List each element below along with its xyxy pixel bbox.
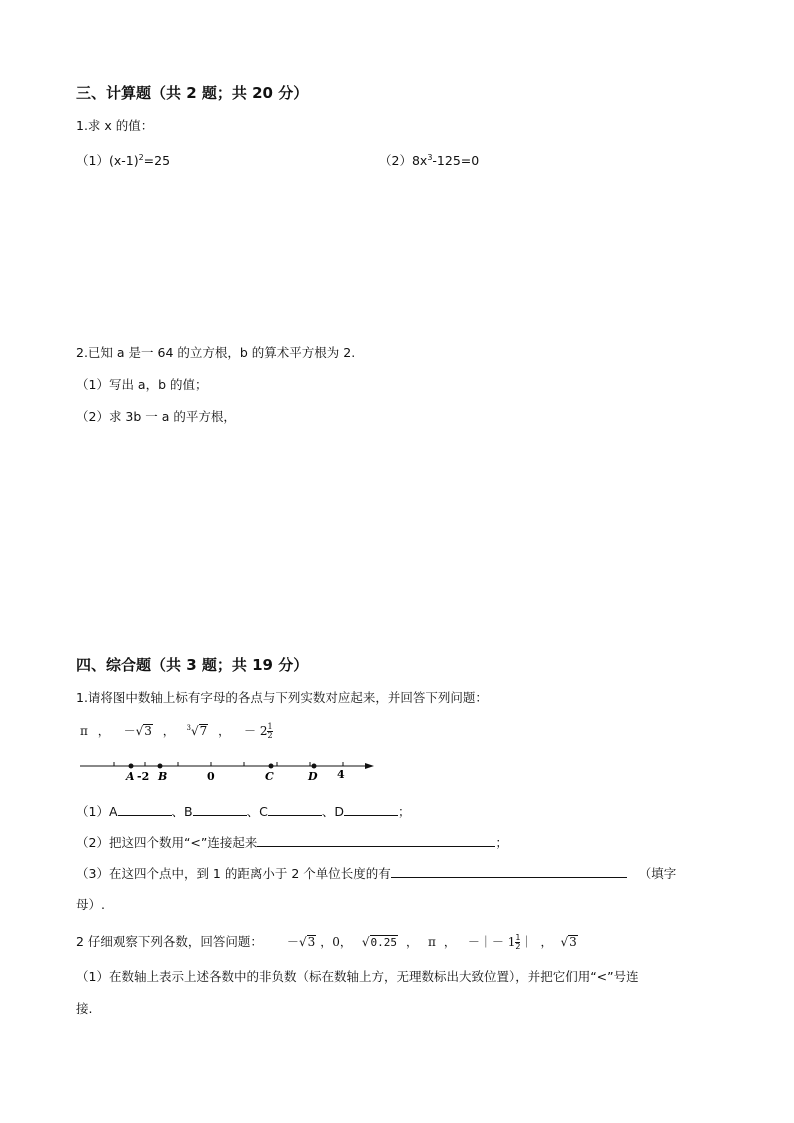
s4-q1-part3-line2: 母）. <box>76 897 105 912</box>
s4-q1-number-list <box>80 722 273 740</box>
radicand: 3 <box>307 935 316 949</box>
answer-blank-a[interactable] <box>118 803 172 816</box>
zero-value: 0 <box>332 935 340 949</box>
denominator: 2 <box>515 942 521 951</box>
expr-base: 8x <box>411 153 428 168</box>
label-d: D <box>308 770 318 783</box>
s3-q2-part2: （2）求 3b 一 a 的平方根， <box>76 409 236 424</box>
radicand: 3 <box>569 935 577 949</box>
answer-blank-c[interactable] <box>268 803 322 816</box>
comma: ， <box>339 935 352 949</box>
s4-q2-stem: 2 仔细观察下列各数，回答问题： <box>76 934 263 949</box>
expr-rest: =25 <box>143 153 171 168</box>
pi-symbol: π <box>80 724 88 738</box>
answer-blank-b[interactable] <box>193 803 247 816</box>
point-c <box>269 764 274 769</box>
comma: ， <box>540 935 553 949</box>
axis-arrow-icon <box>365 763 374 769</box>
sqrt-3 <box>299 935 316 949</box>
part2-end: ； <box>495 835 508 850</box>
numerator: 1 <box>267 722 273 731</box>
s4-q1-part2 <box>76 833 508 851</box>
sep-c: 、C <box>246 804 268 819</box>
label-b: B <box>158 770 168 783</box>
s4-q2-stem-line <box>76 932 578 951</box>
label-a: A <box>126 770 135 783</box>
radicand: 7 <box>199 724 208 738</box>
part1-end: ； <box>397 804 411 819</box>
comma: ， <box>443 935 456 949</box>
section4-title: 四、综合题（共 3 题；共 19 分） <box>76 656 309 674</box>
exponent: 3 <box>427 152 433 162</box>
answer-blank-d[interactable] <box>344 803 398 816</box>
comma: ， <box>162 724 175 738</box>
exponent: 2 <box>138 152 144 162</box>
s3-q1-part2 <box>379 151 479 169</box>
minus-sign: － <box>286 935 299 949</box>
minus-sign: － <box>123 724 136 738</box>
part-label: （2） <box>379 153 412 168</box>
fraction-half <box>267 723 272 740</box>
s3-q2-stem: 2.已知 a 是一 64 的立方根，b 的算术平方根为 2. <box>76 345 356 360</box>
mixed-whole: 2 <box>259 724 268 738</box>
part1-prefix: （1）A <box>76 804 118 819</box>
point-b <box>158 764 163 769</box>
s3-q1-part1 <box>76 151 170 169</box>
s4-q2-part1-line1: （1）在数轴上表示上述各数中的非负数（标在数轴上方，无理数标出大致位置），并把它们用“<”号连 <box>76 969 639 984</box>
denominator: 2 <box>267 731 273 740</box>
number-line <box>78 754 378 784</box>
point-d <box>312 764 317 769</box>
radicand: 0.25 <box>370 936 398 949</box>
abs-expression-end: ｜ <box>520 935 533 949</box>
s3-q2-part1: （1）写出 a，b 的值； <box>76 377 208 392</box>
part2-prefix: （2）把这四个数用“<”连接起来 <box>76 835 258 850</box>
point-a <box>129 764 134 769</box>
label-c: C <box>265 770 274 783</box>
comma: ， <box>218 724 231 738</box>
label-minus-2: -2 <box>137 770 150 783</box>
radical-icon: √ <box>135 724 144 738</box>
sep-d: 、D <box>321 804 344 819</box>
radical-icon: √ <box>298 935 307 949</box>
expr-rest: -125=0 <box>432 153 480 168</box>
radical-icon: √ <box>560 935 569 949</box>
label-zero: 0 <box>207 770 215 783</box>
label-four: 4 <box>337 768 345 781</box>
s4-q1-part3 <box>76 864 676 882</box>
comma: ， <box>320 935 333 949</box>
s3-q1-stem: 1.求 x 的值： <box>76 118 154 133</box>
sqrt-3-last <box>560 935 577 949</box>
radical-icon: √ <box>191 724 199 738</box>
radical-icon: √ <box>361 935 370 949</box>
sep-b: 、B <box>171 804 193 819</box>
minus-sign: － <box>243 724 256 738</box>
part3-suffix: （填字 <box>638 866 677 881</box>
sqrt-0-25 <box>362 935 398 949</box>
abs-expression-start: －｜－ 1 <box>467 935 516 949</box>
part-label: （1） <box>76 153 109 168</box>
answer-blank-order[interactable] <box>257 834 495 847</box>
root-index: 3 <box>186 724 192 732</box>
s4-q1-stem: 1.请将图中数轴上标有字母的各点与下列实数对应起来，并回答下列问题： <box>76 690 488 705</box>
cbrt-7 <box>187 724 209 738</box>
radicand: 3 <box>144 724 152 738</box>
answer-blank-points[interactable] <box>391 865 627 878</box>
numerator: 1 <box>515 933 521 942</box>
section3-title: 三、计算题（共 2 题；共 20 分） <box>76 84 309 102</box>
ticks <box>114 762 343 766</box>
s4-q1-part1 <box>76 802 410 820</box>
comma: ， <box>97 724 110 738</box>
comma: ， <box>406 935 419 949</box>
pi-symbol: π <box>428 935 436 949</box>
part3-prefix: （3）在这四个点中，到 1 的距离小于 2 个单位长度的有 <box>76 866 391 881</box>
s4-q2-part1-line2: 接. <box>76 1001 93 1016</box>
sqrt-3 <box>136 724 153 738</box>
expr-base: (x-1) <box>108 153 139 168</box>
